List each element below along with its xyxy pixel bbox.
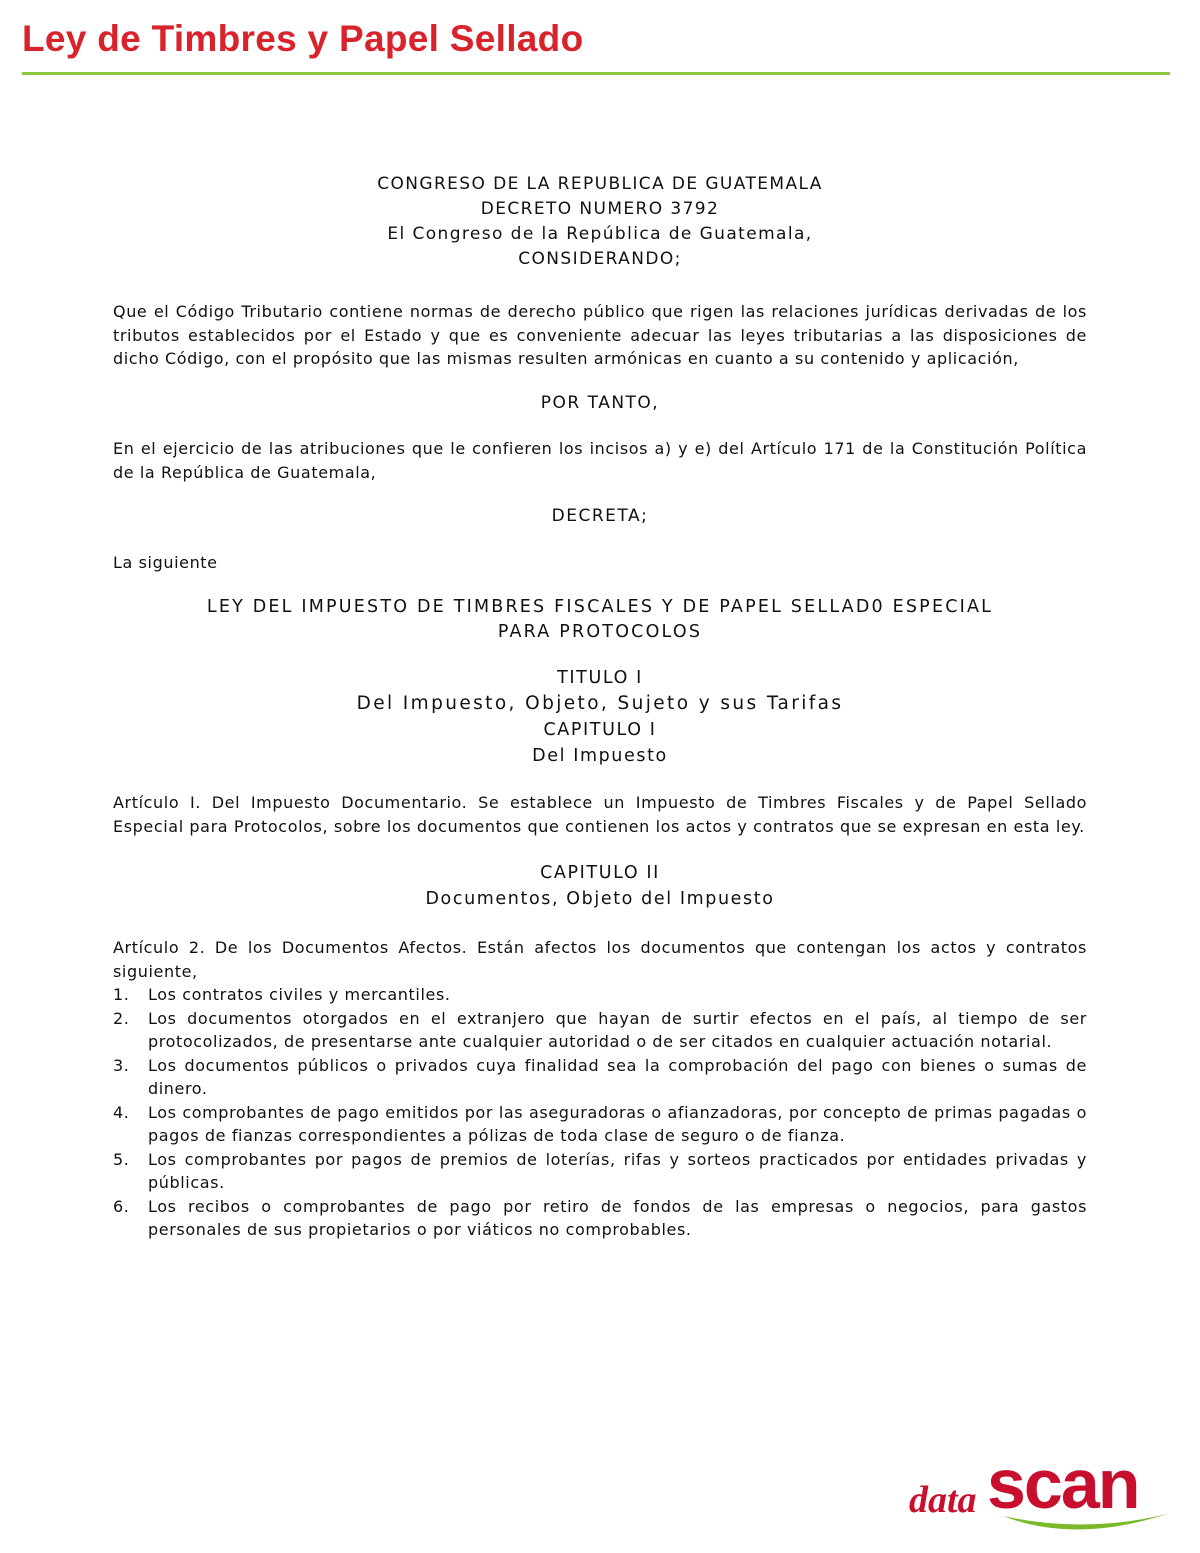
list-item-text: Los contratos civiles y mercantiles. [148,985,451,1004]
list-item [113,1054,1087,1101]
considerando-heading: CONSIDERANDO; [518,249,682,269]
list-item [113,983,1087,1007]
list-item-number: 3. [113,1055,130,1075]
document-title: Ley de Timbres y Papel Sellado [22,18,584,59]
list-item-number: 4. [113,1102,130,1122]
congress-name: CONGRESO DE LA REPUBLICA DE GUATEMALA [377,174,823,194]
congress-intro: El Congreso de la República de Guatemala, [387,224,813,244]
decree-number: DECRETO NUMERO 3792 [480,199,720,219]
decreta-heading: DECRETA; [551,506,649,526]
law-title [113,595,1087,645]
document-body [113,168,1087,1242]
law-title-line-1: LEY DEL IMPUESTO DE TIMBRES FISCALES Y DE PAPEL SELLAD0 ESPECIAL [206,597,994,617]
logo-data-text: data [909,1479,977,1521]
logo-scan-text: scan [987,1452,1139,1523]
articulo-2-list [113,983,1087,1242]
list-item-number: 1. [113,985,130,1004]
list-item-number: 5. [113,1149,130,1169]
law-title-line-2: PARA PROTOCOLOS [497,622,703,642]
considerando-paragraph: Que el Código Tributario contiene normas de derecho público que rigen las relaciones jurídicas derivadas de los tributos establecidos por el Estado y que es conveniente adecuar las leyes tributarias a las disposiciones de dicho Código, con el propósito que las mismas resulten armónicas en cuanto a su contenido y aplicación, [113,302,1087,368]
list-item [113,1101,1087,1148]
list-item-text: Los recibos o comprobantes de pago por retiro de fondos de las empresas o negocios, para gastos personales de sus propietarios o por viáticos no comprobables. [148,1196,1087,1239]
list-item-number: 2. [113,1008,130,1028]
capitulo-1-label: CAPITULO I [543,720,657,740]
datascan-logo [905,1452,1185,1544]
por-tanto-heading: POR TANTO, [540,392,660,413]
titulo-1-name: Del Impuesto, Objeto, Sujeto y sus Tarifas [356,693,844,714]
capitulo-1-name: Del Impuesto [532,746,668,766]
articulo-2-intro: Artículo 2. De los Documentos Afectos. Están afectos los documentos que contengan los actos y contratos siguiente, [113,938,1087,981]
list-item-text: Los documentos otorgados en el extranjero que hayan de surtir efectos en el país, al tiempo de ser protocolizados, de presentarse ante cualquier autoridad o de ser citados en cualquier actuación notarial. [148,1008,1087,1051]
capitulo-2-name: Documentos, Objeto del Impuesto [425,889,775,909]
atribuciones-paragraph: En el ejercicio de las atribuciones que le confieren los incisos a) y e) del Artículo 171 de la Constitución Política de la República de Guatemala, [113,439,1087,482]
list-item [113,1195,1087,1242]
list-item-text: Los documentos públicos o privados cuya finalidad sea la comprobación del pago con bienes o sumas de dinero. [148,1055,1087,1098]
list-item-text: Los comprobantes de pago emitidos por las aseguradoras o afianzadoras, por concepto de primas pagadas o pagos de fianzas correspondientes a pólizas de toda clase de seguro o de fianza. [148,1102,1087,1145]
list-item-text: Los comprobantes por pagos de premios de loterías, rifas y sorteos practicados por entidades privadas y públicas. [148,1149,1087,1192]
la-siguiente-text: La siguiente [113,552,218,572]
capitulo-2-block [113,860,1087,912]
preamble-header [113,172,1087,272]
list-item [113,1148,1087,1195]
articulo-1-paragraph: Artículo I. Del Impuesto Documentario. Se establece un Impuesto de Timbres Fiscales y de Papel Sellado Especial para Protocolos, sobre los documentos que contienen los actos y contratos que se expresan en esta ley. [113,793,1087,836]
list-item-number: 6. [113,1196,130,1216]
title-divider [22,72,1170,75]
capitulo-2-label: CAPITULO II [540,863,660,883]
titulo-1-block [113,665,1087,769]
titulo-1-label: TITULO I [557,668,643,688]
list-item [113,1007,1087,1054]
